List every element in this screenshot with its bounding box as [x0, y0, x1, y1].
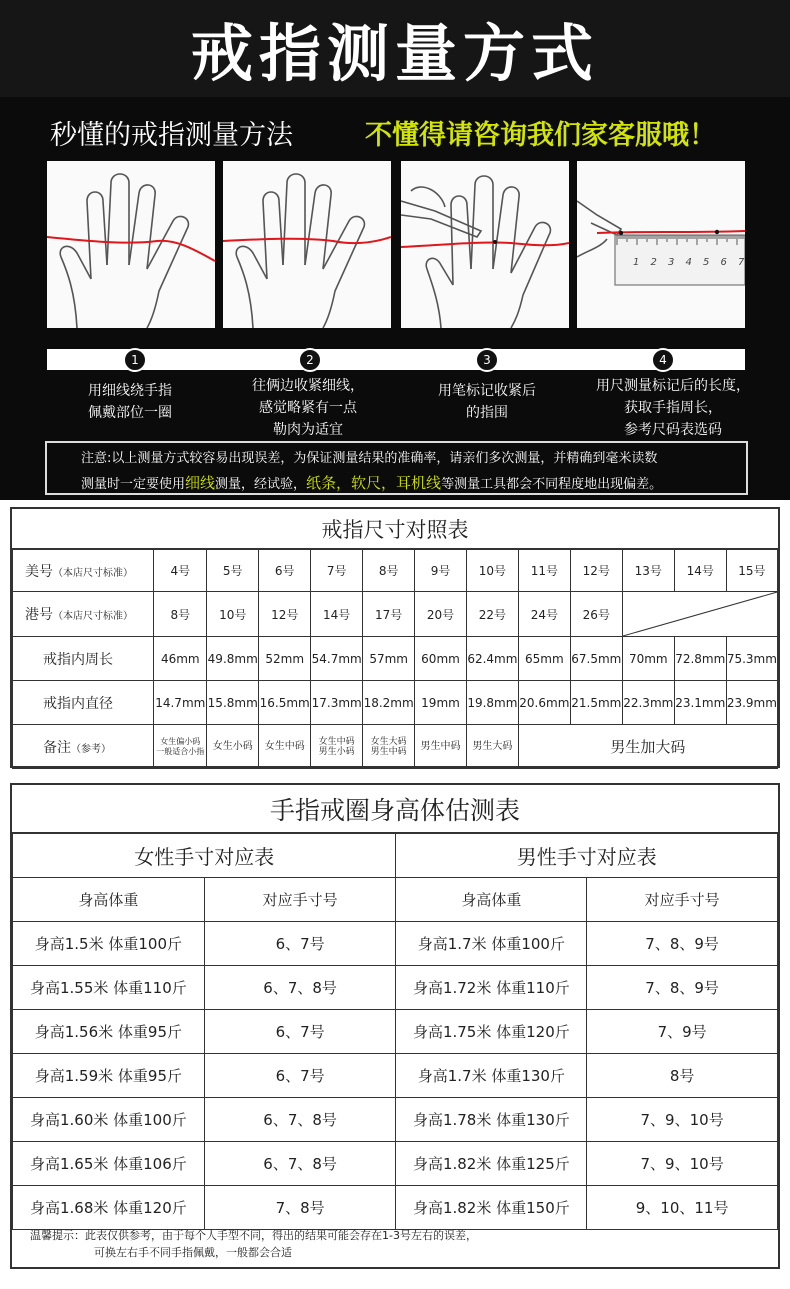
- notice-text: 测量时一定要使用: [81, 477, 186, 492]
- subtitle-contact: 不懂得请咨询我们家客服哦！: [365, 120, 716, 151]
- hand-wrap-thread-icon: [47, 161, 215, 328]
- male-table-title: 男性手寸对应表: [396, 834, 778, 878]
- step-4-line: 用尺测量标记后的长度，: [596, 378, 750, 394]
- table-cell: 身高1.68米 体重120斤: [13, 1186, 205, 1230]
- table-row: [13, 966, 778, 1010]
- table-cell: 14.7mm: [154, 681, 207, 725]
- notice-highlight: 细线: [185, 474, 216, 492]
- row-note: （本店尺寸标准）: [53, 611, 133, 622]
- page-title: 戒指测量方式: [190, 17, 599, 90]
- hand-pen-mark-icon: [401, 161, 569, 328]
- notice-line-2: [81, 471, 746, 497]
- ruler-digit: 3: [668, 257, 675, 268]
- remark-cell: [154, 725, 207, 769]
- column-header: 身高体重: [13, 878, 205, 922]
- height-chart-title: 手指戒圈身高体估测表: [12, 785, 778, 833]
- table-row: [13, 1186, 778, 1230]
- step-2-marker: 2: [298, 348, 322, 372]
- table-cell: 20号: [415, 592, 467, 637]
- measurement-notice: [45, 441, 748, 495]
- table-cell: 13号: [622, 550, 674, 592]
- step-4-line: 参考尺码表选码: [624, 422, 722, 438]
- table-cell: 身高1.82米 体重150斤: [396, 1186, 587, 1230]
- diameter-row: [13, 681, 778, 725]
- table-cell: 7号: [311, 550, 363, 592]
- table-cell: 22.3mm: [622, 681, 674, 725]
- step-1-line: 佩戴部位一圈: [88, 405, 172, 421]
- table-cell: 身高1.78米 体重130斤: [396, 1098, 587, 1142]
- table-cell: 15.8mm: [207, 681, 259, 725]
- hk-size-row: [13, 592, 778, 637]
- table-cell: 身高1.60米 体重100斤: [13, 1098, 205, 1142]
- step-3-marker: 3: [475, 348, 499, 372]
- table-cell: 6、7号: [204, 1010, 396, 1054]
- table-cell: 11号: [518, 550, 570, 592]
- ruler-digit: 4: [685, 257, 692, 268]
- table-cell: 6、7、8号: [204, 1142, 396, 1186]
- table-cell: 身高1.82米 体重125斤: [396, 1142, 587, 1186]
- page-header: [0, 0, 790, 97]
- remark-cell: [363, 725, 415, 769]
- step-2-text: [228, 375, 388, 441]
- row-label: 备注: [43, 739, 71, 756]
- ruler-digit: 5: [703, 257, 710, 268]
- table-cell: 75.3mm: [726, 637, 777, 681]
- hand-tighten-thread-icon: [223, 161, 391, 328]
- size-chart-title: 戒指尺寸对照表: [12, 509, 778, 549]
- ruler-digit: 1: [633, 257, 640, 268]
- tip-line: 可换左右手不同手指佩戴，一般都会合适: [94, 1246, 292, 1259]
- table-cell: 身高1.7米 体重130斤: [396, 1054, 587, 1098]
- table-cell: 8号: [154, 592, 207, 637]
- female-table-title: 女性手寸对应表: [13, 834, 396, 878]
- table-cell: 6、7号: [204, 1054, 396, 1098]
- ring-size-chart: [10, 507, 780, 768]
- table-cell: 8号: [363, 550, 415, 592]
- table-cell: 8号: [587, 1054, 778, 1098]
- row-note: （本店尺寸标准）: [53, 567, 133, 579]
- table-row: [13, 1010, 778, 1054]
- table-cell: 7、8、9号: [587, 922, 778, 966]
- table-cell: 70mm: [622, 637, 674, 681]
- row-note: （参考）: [71, 743, 111, 755]
- table-cell: 72.8mm: [674, 637, 726, 681]
- remark-line: 男生小码: [318, 746, 355, 757]
- table-cell: 21.5mm: [570, 681, 622, 725]
- table-cell: 22号: [466, 592, 518, 637]
- us-size-row: [13, 550, 778, 592]
- height-weight-chart: [10, 783, 780, 1269]
- row-header: [13, 592, 154, 637]
- table-cell: 54.7mm: [311, 637, 363, 681]
- remark-row: [13, 725, 778, 769]
- table-cell: 身高1.7米 体重100斤: [396, 922, 587, 966]
- table-cell: 7、9、10号: [587, 1098, 778, 1142]
- step-2-line: 往俩边收紧细线，: [252, 378, 364, 394]
- table-cell: 19mm: [415, 681, 467, 725]
- table-cell: 身高1.65米 体重106斤: [13, 1142, 205, 1186]
- table-cell: 身高1.59米 体重95斤: [13, 1054, 205, 1098]
- table-cell: 17号: [363, 592, 415, 637]
- notice-highlight: 纸条，软尺，耳机线: [306, 474, 442, 492]
- row-header: [13, 725, 154, 769]
- warm-tip: [30, 1227, 477, 1261]
- row-label: 美号: [25, 563, 53, 580]
- table-cell: 12号: [570, 550, 622, 592]
- table-cell: 20.6mm: [518, 681, 570, 725]
- table-cell: 7、9、10号: [587, 1142, 778, 1186]
- remark-cell: 女生小码: [207, 725, 259, 769]
- table-cell: 24号: [518, 592, 570, 637]
- remark-cell: [311, 725, 363, 769]
- step-1-marker: 1: [123, 348, 147, 372]
- notice-line-1: 注意:以上测量方式较容易出现误差，为保证测量结果的准确率，请亲们多次测量，并精确到毫米读数: [81, 451, 658, 466]
- column-header: 对应手寸号: [204, 878, 396, 922]
- table-cell: 10号: [207, 592, 259, 637]
- table-cell: 身高1.72米 体重110斤: [396, 966, 587, 1010]
- ruler-digit: 6: [720, 257, 727, 268]
- height-table: [12, 833, 778, 1230]
- table-row: [13, 1142, 778, 1186]
- table-cell: 65mm: [518, 637, 570, 681]
- table-cell: 身高1.75米 体重120斤: [396, 1010, 587, 1054]
- step-1-text: [60, 380, 200, 424]
- row-header: [13, 550, 154, 592]
- table-cell: 7、9号: [587, 1010, 778, 1054]
- table-cell: 60mm: [415, 637, 467, 681]
- table-cell: 23.1mm: [674, 681, 726, 725]
- step-4-text: [578, 375, 768, 441]
- table-cell: 62.4mm: [466, 637, 518, 681]
- measurement-instructions: [0, 97, 790, 500]
- table-cell: 7、8、9号: [587, 966, 778, 1010]
- table-cell: 6、7、8号: [204, 1098, 396, 1142]
- empty-diagonal-cell: [622, 592, 777, 637]
- ruler-digit: 2: [650, 257, 657, 268]
- step-1-line: 用细线绕手指: [88, 383, 172, 399]
- table-cell: 7、8号: [204, 1186, 396, 1230]
- table-cell: 19.8mm: [466, 681, 518, 725]
- notice-text: 等测量工具都会不同程度地出现偏差。: [441, 477, 663, 492]
- row-header: 戒指内直径: [13, 681, 154, 725]
- remark-cell: 男生中码: [415, 725, 467, 769]
- step-3-line: 用笔标记收紧后: [438, 383, 536, 399]
- table-cell: 17.3mm: [311, 681, 363, 725]
- table-cell: 15号: [726, 550, 777, 592]
- ruler-measure-icon: [577, 161, 745, 328]
- table-cell: 6、7号: [204, 922, 396, 966]
- table-row: [13, 1054, 778, 1098]
- tip-line: 温馨提示：此表仅供参考，由于每个人手型不同，得出的结果可能会存在1-3号左右的误差，: [30, 1229, 477, 1242]
- circumference-row: [13, 637, 778, 681]
- diagonal-line: [623, 592, 777, 636]
- remark-line: 女生大码: [370, 736, 407, 747]
- step-2-line: 勒肉为适宜: [273, 422, 343, 438]
- step-3-line: 的指围: [466, 405, 508, 421]
- table-cell: 23.9mm: [726, 681, 777, 725]
- table-cell: 5号: [207, 550, 259, 592]
- subtitle-method: 秒懂的戒指测量方法: [50, 120, 293, 151]
- step-2-line: 感觉略紧有一点: [259, 400, 357, 416]
- table-cell: 身高1.55米 体重110斤: [13, 966, 205, 1010]
- step-3-text: [412, 380, 562, 424]
- remark-line: 男生中码: [370, 746, 407, 757]
- notice-text: 测量，经试验，: [215, 477, 307, 492]
- table-cell: 26号: [570, 592, 622, 637]
- table-row: [13, 1098, 778, 1142]
- table-cell: 67.5mm: [570, 637, 622, 681]
- remark-cell: 男生大码: [466, 725, 518, 769]
- table-cell: 12号: [259, 592, 311, 637]
- table-cell: 9、10、11号: [587, 1186, 778, 1230]
- table-cell: 57mm: [363, 637, 415, 681]
- row-label: 港号: [25, 607, 53, 623]
- table-cell: 14号: [674, 550, 726, 592]
- table-cell: 10号: [466, 550, 518, 592]
- table-cell: 46mm: [154, 637, 207, 681]
- table-cell: 14号: [311, 592, 363, 637]
- table-cell: 49.8mm: [207, 637, 259, 681]
- size-table: [12, 549, 778, 769]
- column-header: 身高体重: [396, 878, 587, 922]
- ruler-digit: 7: [738, 257, 745, 268]
- column-header-row: [13, 878, 778, 922]
- table-cell: 6、7、8号: [204, 966, 396, 1010]
- row-header: 戒指内周长: [13, 637, 154, 681]
- table-cell: 身高1.5米 体重100斤: [13, 922, 205, 966]
- remark-cell: 男生加大码: [518, 725, 777, 769]
- table-cell: 16.5mm: [259, 681, 311, 725]
- remark-line: 女生偏小码: [160, 736, 201, 746]
- table-cell: 身高1.56米 体重95斤: [13, 1010, 205, 1054]
- column-header: 对应手寸号: [587, 878, 778, 922]
- table-row: [13, 922, 778, 966]
- remark-line: 女生中码: [318, 736, 355, 747]
- table-cell: 18.2mm: [363, 681, 415, 725]
- table-cell: 52mm: [259, 637, 311, 681]
- step-4-line: 获取手指周长，: [624, 400, 722, 416]
- table-cell: 4号: [154, 550, 207, 592]
- step-4-marker: 4: [651, 348, 675, 372]
- table-cell: 6号: [259, 550, 311, 592]
- steps-progress-bar: [47, 349, 745, 370]
- table-cell: 9号: [415, 550, 467, 592]
- remark-line: 一般适合小指: [156, 746, 205, 756]
- group-header-row: [13, 834, 778, 878]
- remark-cell: 女生中码: [259, 725, 311, 769]
